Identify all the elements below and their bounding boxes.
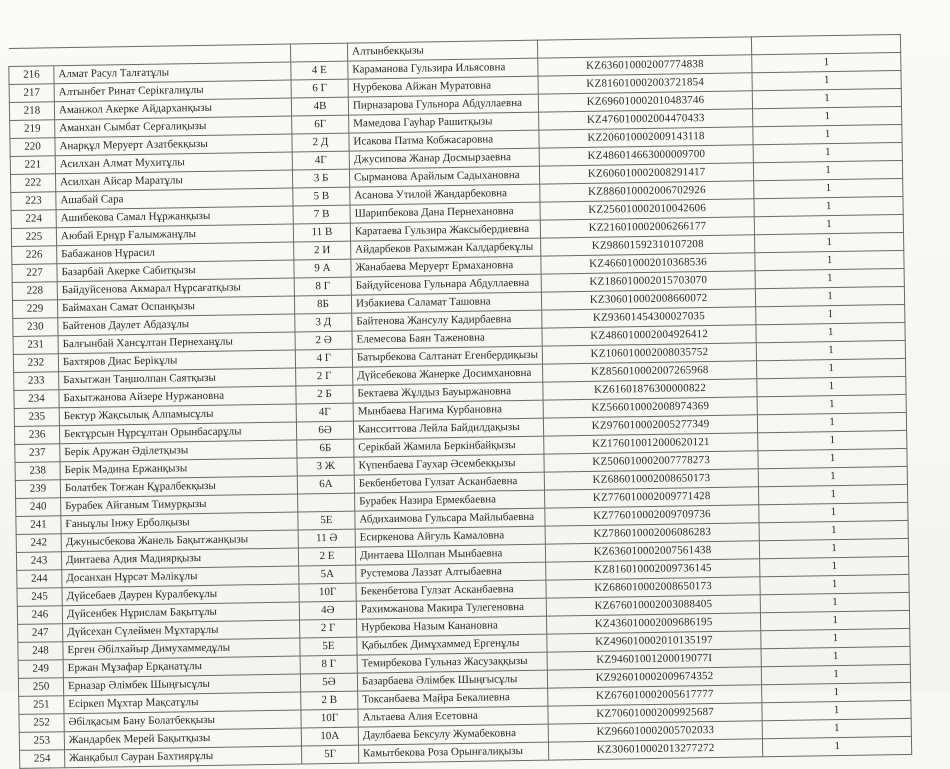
cell-teacher: Елемесова Баян Таженовна — [352, 328, 542, 349]
cell-name: Берік Мәдина Ержанқызы — [60, 458, 297, 480]
cell-iban: KZ966010002005702033 — [548, 721, 762, 742]
cell-iban: KZ706010002009925687 — [548, 703, 762, 724]
cell-name: Ерназар Әлімбек Шыңғысұлы — [63, 674, 300, 696]
cell-teacher: Мынбаева Нагима Курбановна — [353, 400, 543, 421]
cell-class: 5А — [299, 565, 356, 584]
cell-iban: KZ676010002003088405 — [546, 595, 760, 616]
cell-num: 240 — [16, 498, 61, 517]
cell-teacher: Джусипова Жанар Досмырзаевна — [349, 148, 539, 169]
cell-value: 1 — [756, 304, 905, 324]
cell-name: Болатбек Тоғжан Құралбекқызы — [60, 476, 297, 498]
cell-class: 4В — [291, 97, 348, 116]
cell-num: 227 — [12, 264, 57, 283]
cell-class: 3 Ж — [297, 457, 354, 476]
cell-teacher: Абдихаимова Гульсара Майлыбаевна — [355, 508, 545, 529]
cell-iban: KZ186010002015703070 — [541, 271, 755, 292]
cell-num: 234 — [14, 390, 59, 409]
cell-name: Досанхан Нұрсәт Мәлікұлы — [62, 566, 299, 588]
cell-iban: KZ98601592310107208 — [541, 235, 755, 256]
cell-num: 236 — [14, 426, 59, 445]
cell-num: 231 — [13, 336, 58, 355]
cell-value: 1 — [759, 484, 908, 504]
cell-num — [9, 48, 54, 67]
cell-num: 218 — [9, 102, 54, 121]
cell-num: 225 — [11, 228, 56, 247]
cell-class: 2 Д — [292, 133, 349, 152]
cell-teacher: Жанабаева Меруерт Ермахановна — [351, 256, 541, 277]
cell-iban: KZ61601876300000822 — [543, 379, 757, 400]
cell-value: 1 — [755, 232, 904, 252]
cell-value: 1 — [759, 502, 908, 522]
cell-iban: KZ496010002010135197 — [547, 631, 761, 652]
cell-teacher: Альтаева Алия Есетовна — [358, 706, 548, 727]
cell-name: Ашибекова Самал Нұржанқызы — [56, 206, 293, 228]
cell-iban: KZ486014663000009700 — [539, 145, 753, 166]
cell-class: 5Г — [301, 745, 358, 764]
cell-name: Дүйсенбек Нұрислам Бақытұлы — [62, 602, 299, 624]
cell-num: 228 — [12, 282, 57, 301]
cell-iban: KZ94601001200019077I — [547, 649, 761, 670]
cell-teacher: Кансситтова Лейла Байдилдақызы — [353, 418, 543, 439]
cell-teacher: Караманова Гульзира Ильясовна — [348, 58, 538, 79]
cell-name: Байтенов Даулет Абдазұлы — [58, 314, 295, 336]
cell-name: Баймахан Самат Оспанқызы — [57, 296, 294, 318]
cell-num: 224 — [11, 210, 56, 229]
cell-value: 1 — [758, 466, 907, 486]
cell-name: Байдуйсенова Акмарал Нұрсағатқызы — [57, 278, 294, 300]
cell-teacher: Асанова Утилой Жандарбековна — [350, 184, 540, 205]
cell-iban: KZ786010002006086283 — [545, 523, 759, 544]
cell-value: 1 — [753, 124, 902, 144]
cell-value: 1 — [755, 268, 904, 288]
cell-name: Динтаева Адия Мадиярқызы — [61, 548, 298, 570]
cell-name: Жанқабыл Сауран Бахтиярұлы — [65, 746, 302, 768]
cell-name: Алтынбет Ринат Серікғалиұлы — [54, 80, 291, 102]
cell-value: 1 — [753, 160, 902, 180]
cell-name: Бектұрсын Нұрсұлтан Орынбасарұлы — [59, 422, 296, 444]
cell-teacher: Қабылбек Димұхаммед Ергенұлы — [357, 634, 547, 655]
cell-iban: KZ506010002007778273 — [544, 451, 758, 472]
cell-name: Аманжол Акерке Айдарханқызы — [54, 98, 291, 120]
cell-num: 248 — [18, 642, 63, 661]
cell-iban: KZ106010002008035752 — [542, 343, 756, 364]
cell-iban: KZ486010002004926412 — [542, 325, 756, 346]
cell-teacher: Бектаева Жұлдыз Бауыржановна — [353, 382, 543, 403]
cell-name: Бахытжанова Айзере Нуржановна — [59, 386, 296, 408]
cell-class: 4Г — [296, 403, 353, 422]
cell-class: 2 Г — [300, 619, 357, 638]
cell-num: 237 — [15, 444, 60, 463]
cell-class: 2 Е — [298, 547, 355, 566]
cell-iban: KZ636010002007561438 — [545, 541, 759, 562]
cell-iban: KZ776010002009771428 — [545, 487, 759, 508]
cell-value: 1 — [752, 52, 901, 72]
cell-teacher: Айдарбеков Рахымжан Калдарбекұлы — [351, 238, 541, 259]
cell-class: 11 В — [293, 223, 350, 242]
cell-iban: KZ306010002013277272 — [549, 739, 763, 760]
cell-value: 1 — [757, 376, 906, 396]
cell-class — [290, 43, 347, 62]
cell-name: Бурабек Айганым Тимурқызы — [61, 494, 298, 516]
cell-class: 3 Б — [292, 169, 349, 188]
cell-name: Асилхан Алмат Мухитұлы — [55, 152, 292, 174]
cell-class: 8Б — [294, 295, 351, 314]
cell-class — [298, 493, 355, 512]
cell-iban: KZ816010002009736145 — [546, 559, 760, 580]
cell-iban: KZ206010002009143118 — [539, 127, 753, 148]
cell-teacher: Нурбекова Айжан Муратовна — [348, 76, 538, 97]
cell-value: 1 — [761, 664, 910, 684]
cell-class: 10Г — [301, 709, 358, 728]
cell-teacher: Есиркенова Айгуль Камаловна — [355, 526, 545, 547]
cell-class: 3 Д — [295, 313, 352, 332]
cell-name: Балғынбай Хансұлтан Пернеханұлы — [58, 332, 295, 354]
cell-name: Әбілқасым Бану Болатбекқызы — [64, 710, 301, 732]
cell-teacher: Бекбенбетова Гулзат Асканбаевна — [354, 472, 544, 493]
cell-num: 246 — [17, 606, 62, 625]
cell-iban: KZ886010002006702926 — [540, 181, 754, 202]
cell-teacher: Камытбекова Роза Орынғалиқызы — [358, 742, 548, 763]
cell-teacher: Рустемова Лаззат Алтыбаевна — [356, 562, 546, 583]
cell-teacher: Базарбаева Әлімбек Шыңғысұлы — [357, 670, 547, 691]
cell-teacher: Шарипбекова Дана Пернехановна — [350, 202, 540, 223]
cell-num: 229 — [12, 300, 57, 319]
cell-num: 242 — [16, 534, 61, 553]
cell-value: 1 — [757, 358, 906, 378]
cell-name: Джунысбекова Жанель Бақытжанқызы — [61, 530, 298, 552]
cell-iban: KZ776010002009709736 — [545, 505, 759, 526]
cell-num: 251 — [19, 696, 64, 715]
cell-name: Дүйсебаев Даурен Куралбекұлы — [62, 584, 299, 606]
cell-class: 5 В — [293, 187, 350, 206]
cell-teacher: Күпенбаева Гаухар Әсембекқызы — [354, 454, 544, 475]
cell-num: 223 — [11, 192, 56, 211]
cell-num: 226 — [12, 246, 57, 265]
cell-teacher: Каратаева Гульзира Жаксыбердиевна — [350, 220, 540, 241]
cell-class: 4 Г — [295, 349, 352, 368]
cell-value: 1 — [756, 340, 905, 360]
cell-num: 252 — [19, 714, 64, 733]
cell-teacher: Динтаева Шолпан Мынбаевна — [355, 544, 545, 565]
cell-class: 2 Г — [296, 367, 353, 386]
cell-class: 10А — [301, 727, 358, 746]
cell-value: 1 — [759, 538, 908, 558]
cell-num: 239 — [15, 480, 60, 499]
cell-num: 216 — [9, 66, 54, 85]
cell-value: 1 — [759, 520, 908, 540]
cell-iban: KZ676010002005617777 — [548, 685, 762, 706]
cell-iban: KZ636010002007774838 — [538, 55, 752, 76]
cell-iban: KZ686010002008650173 — [546, 577, 760, 598]
cell-value: 1 — [762, 682, 911, 702]
cell-value: 1 — [754, 178, 903, 198]
cell-teacher: Мамедова Гауһар Рашитқызы — [349, 112, 539, 133]
cell-iban: KZ816010002003721854 — [538, 73, 752, 94]
cell-value: 1 — [757, 394, 906, 414]
cell-value: 1 — [754, 214, 903, 234]
cell-class: 6Ә — [296, 421, 353, 440]
cell-class: 4Г — [292, 151, 349, 170]
cell-name: Асилхан Айсар Маратұлы — [55, 170, 292, 192]
cell-num: 253 — [19, 732, 64, 751]
cell-iban: KZ566010002008974369 — [543, 397, 757, 418]
cell-iban: KZ436010002009686195 — [547, 613, 761, 634]
cell-name: Алмат Расул Талғатұлы — [54, 62, 291, 84]
cell-class: 9 А — [294, 259, 351, 278]
cell-value — [752, 34, 901, 54]
cell-value: 1 — [760, 592, 909, 612]
cell-value: 1 — [754, 196, 903, 216]
cell-teacher: Темирбекова Гульназ Жасузаққызы — [357, 652, 547, 673]
cell-name: Ерген Әбілхайыр Димухаммедұлы — [63, 638, 300, 660]
cell-name: Бабажанов Нұрасил — [57, 242, 294, 264]
cell-iban: KZ93601454300027035 — [542, 307, 756, 328]
cell-name: Аманхан Сымбат Серғалиқызы — [55, 116, 292, 138]
cell-num: 235 — [14, 408, 59, 427]
cell-teacher: Байдуйсенова Гульнара Абдуллаевна — [351, 274, 541, 295]
cell-class: 5Е — [300, 637, 357, 656]
cell-value: 1 — [755, 250, 904, 270]
cell-num: 233 — [14, 372, 59, 391]
cell-value: 1 — [755, 286, 904, 306]
cell-teacher: Байтенова Жансулу Кадирбаевна — [352, 310, 542, 331]
cell-name: Ержан Мұзафар Ерқанатұлы — [63, 656, 300, 678]
cell-value: 1 — [752, 88, 901, 108]
cell-teacher: Дүйсебекова Жанерке Досимхановна — [353, 364, 543, 385]
cell-teacher: Бекенбетова Гулзат Асканбаевна — [356, 580, 546, 601]
cell-num: 254 — [20, 750, 65, 769]
cell-value: 1 — [762, 718, 911, 738]
cell-num: 232 — [13, 354, 58, 373]
cell-name: Аюбай Ернұр Ғалымжанұлы — [56, 224, 293, 246]
cell-value: 1 — [753, 106, 902, 126]
cell-value: 1 — [763, 736, 912, 756]
cell-iban: KZ176010012000620121 — [544, 433, 758, 454]
cell-value: 1 — [753, 142, 902, 162]
cell-num: 217 — [9, 84, 54, 103]
cell-teacher: Токсанбаева Майра Бекалиевна — [358, 688, 548, 709]
cell-value: 1 — [761, 628, 910, 648]
cell-iban: KZ606010002008291417 — [540, 163, 754, 184]
cell-value: 1 — [761, 610, 910, 630]
cell-name: Дүйсехан Сүлеймен Мұхтарұлы — [63, 620, 300, 642]
cell-iban: KZ466010002010368536 — [541, 253, 755, 274]
cell-num: 230 — [13, 318, 58, 337]
cell-value: 1 — [760, 556, 909, 576]
cell-class: 6 Г — [291, 79, 348, 98]
cell-class: 6Б — [297, 439, 354, 458]
cell-iban: KZ476010002004470433 — [539, 109, 753, 130]
cell-num: 241 — [16, 516, 61, 535]
cell-iban: KZ256010002010042606 — [540, 199, 754, 220]
cell-num: 247 — [18, 624, 63, 643]
cell-teacher: Алтынбекқызы — [347, 40, 537, 61]
cell-class: 11 Ә — [298, 529, 355, 548]
cell-name: Есіркеп Мұхтар Мақсатұлы — [64, 692, 301, 714]
cell-teacher: Исакова Патма Кобжасаровна — [349, 130, 539, 151]
cell-teacher: Батырбекова Салтанат Егенбердиқызы — [352, 346, 542, 367]
cell-class: 10Г — [299, 583, 356, 602]
cell-teacher: Избакиева Саламат Ташовна — [351, 292, 541, 313]
cell-num: 220 — [10, 138, 55, 157]
cell-teacher: Нурбекова Назым Канановна — [357, 616, 547, 637]
cell-iban: KZ976010002005277349 — [543, 415, 757, 436]
cell-value: 1 — [760, 574, 909, 594]
payment-table — [8, 34, 912, 769]
cell-class: 6А — [297, 475, 354, 494]
cell-value: 1 — [758, 448, 907, 468]
cell-class: 8 Г — [294, 277, 351, 296]
cell-value: 1 — [756, 322, 905, 342]
cell-num: 249 — [18, 660, 63, 679]
cell-name: Бектур Жақсылық Алпамысұлы — [59, 404, 296, 426]
cell-teacher: Сырманова Арайлым Садыхановна — [349, 166, 539, 187]
cell-class: 2 Ә — [295, 331, 352, 350]
cell-value: 1 — [762, 700, 911, 720]
cell-value: 1 — [758, 430, 907, 450]
cell-class: 2 В — [301, 691, 358, 710]
cell-class: 7 В — [293, 205, 350, 224]
cell-name: Берік Аружан Әділетқызы — [60, 440, 297, 462]
cell-iban: KZ306010002008660072 — [541, 289, 755, 310]
cell-class: 2 Б — [296, 385, 353, 404]
cell-teacher: Рахимжанова Макира Тулегеновна — [356, 598, 546, 619]
cell-teacher: Бурабек Назира Ермекбаевна — [355, 490, 545, 511]
cell-num: 250 — [18, 678, 63, 697]
cell-value: 1 — [761, 646, 910, 666]
cell-teacher: Серікбай Жамила Беркінбайқызы — [354, 436, 544, 457]
cell-num: 238 — [15, 462, 60, 481]
cell-class: 5Ә — [300, 673, 357, 692]
cell-num: 221 — [10, 156, 55, 175]
cell-iban: KZ216010002006266177 — [540, 217, 754, 238]
cell-iban: KZ696010002010483746 — [538, 91, 752, 112]
cell-class: 2 И — [294, 241, 351, 260]
cell-num: 219 — [10, 120, 55, 139]
cell-num: 222 — [10, 174, 55, 193]
cell-iban: KZ926010002009674352 — [547, 667, 761, 688]
cell-teacher: Пирназарова Гульнора Абдуллаевна — [348, 94, 538, 115]
cell-class: 4Ә — [299, 601, 356, 620]
cell-num: 243 — [16, 552, 61, 571]
cell-value: 1 — [752, 70, 901, 90]
cell-iban: KZ686010002008650173 — [544, 469, 758, 490]
cell-name: Анарқұл Меруерт Азатбекқызы — [55, 134, 292, 156]
cell-iban: KZ856010002007265968 — [543, 361, 757, 382]
cell-teacher: Даулбаева Бексулу Жумабековна — [358, 724, 548, 745]
cell-class: 4 Е — [291, 61, 348, 80]
cell-name: Бахытжан Таңшолпан Саятқызы — [59, 368, 296, 390]
cell-name: Жандарбек Мерей Бақытқызы — [64, 728, 301, 750]
cell-name: Бахтяров Диас Берікұлы — [58, 350, 295, 372]
cell-class: 8 Г — [300, 655, 357, 674]
cell-class: 6Г — [292, 115, 349, 134]
cell-name: Ашабай Сара — [56, 188, 293, 210]
cell-num: 245 — [17, 588, 62, 607]
cell-name: Ғаныұлы Інжу Ерболқызы — [61, 512, 298, 534]
cell-class: 5Е — [298, 511, 355, 530]
cell-name: Базарбай Акерке Сабитқызы — [57, 260, 294, 282]
cell-num: 244 — [17, 570, 62, 589]
cell-value: 1 — [757, 412, 906, 432]
